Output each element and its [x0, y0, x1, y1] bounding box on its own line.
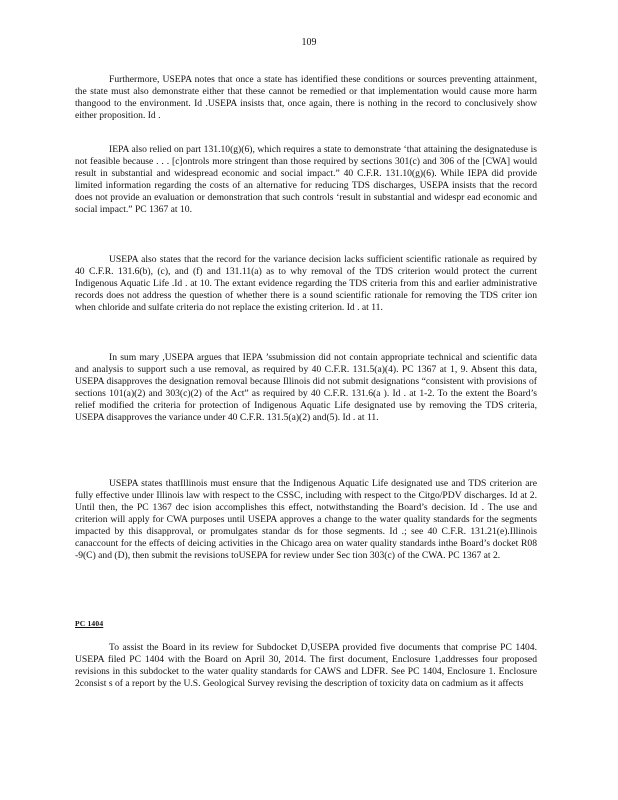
paragraph-3: USEPA also states that the record for the variance decision lacks sufficient scientific rationale as required by 40 C.F.R. 131.6(b), (c), and (f) and 131.11(a) as to why removal of the TDS criterion would protect the current Indigenous Aquatic Life .Id . at 10. The extant evidence regarding the TDS criteria from this and earlier administrative records does not address the question of whether there is a sound scientific rationale for removing the TDS criter ion when chloride and sulfate criteria do not replace the existing criterion. Id . at 11.: [75, 254, 537, 313]
section-heading: PC 1404: [75, 619, 104, 628]
paragraph-6: To assist the Board in its review for Subdocket D,USEPA provided five documents that comprise PC 1404. USEPA filed PC 1404 with the Board on April 30, 2014. The first document, Enclosure 1,addresses four proposed revisions in this subdocket to the water quality standards for CAWS and LDFR. See PC 1404, Enclosure 1. Enclosure 2consist s of a report by the U.S. Geological Survey revising the description of toxicity data on cadmium as it affects: [75, 642, 537, 689]
paragraph-1: Furthermore, USEPA notes that once a state has identified these conditions or sources preventing attainment, the state must also demonstrate either that these cannot be remedied or that implementation would cause more harm thangood to the environment. Id .USEPA insists that, once again, there is nothing in the record to conclusively show either proposition. Id .: [75, 74, 537, 121]
paragraph-5: USEPA states thatIllinois must ensure that the Indigenous Aquatic Life designated use and TDS criterion are fully effective under Illinois law with respect to the CSSC, including with respect to the Citgo/PDV discharges. Id at 2. Until then, the PC 1367 dec ision accomplishes this effect, notwithstanding the Board’s decision. Id . The use and criterion will apply for CWA purposes until USEPA approves a change to the water quality standards for the segments impacted by this disapproval, or promulgates standar ds for those segments. Id .; see 40 C.F.R. 131.21(e).Illinois canaccount for the effects of deicing activities in the Chicago area on water quality standards inthe Board’s docket R08 -9(C) and (D), then submit the revisions toUSEPA for review under Sec tion 303(c) of the CWA. PC 1367 at 2.: [75, 478, 537, 561]
paragraph-4: In sum mary ,USEPA argues that IEPA ’ssubmission did not contain appropriate technical and scientific data and analysis to support such a use removal, as required by 40 C.F.R. 131.5(a)(4). PC 1367 at 1, 9. Absent this data, USEPA disapproves the designation removal because Illinois did not submit designations “consistent with provisions of sections 101(a)(2) and 303(c)(2) of the Act” as required by 40 C.F.R. 131.6(a ). Id . at 1-2. To the extent the Board’s relief modified the criteria for protection of Indigenous Aquatic Life designated use by removing the TDS criteria, USEPA disapproves the variance under 40 C.F.R. 131.5(a)(2) and(5). Id . at 11.: [75, 352, 537, 423]
page-number: 109: [301, 37, 317, 48]
paragraph-2: IEPA also relied on part 131.10(g)(6), which requires a state to demonstrate ‘that attaining the designateduse is not feasible because . . . [c]ontrols more stringent than those required by sections 301(c) and 306 of the [CWA] would result in substantial and widespread economic and social impact.” 40 C.F.R. 131.10(g)(6). While IEPA did provide limited information regarding the costs of an alternative for reducing TDS discharges, USEPA insists that the record does not provide an evaluation or demonstration that such controls ‘result in substantial and widespr ead economic and social impact.” PC 1367 at 10.: [75, 144, 537, 215]
